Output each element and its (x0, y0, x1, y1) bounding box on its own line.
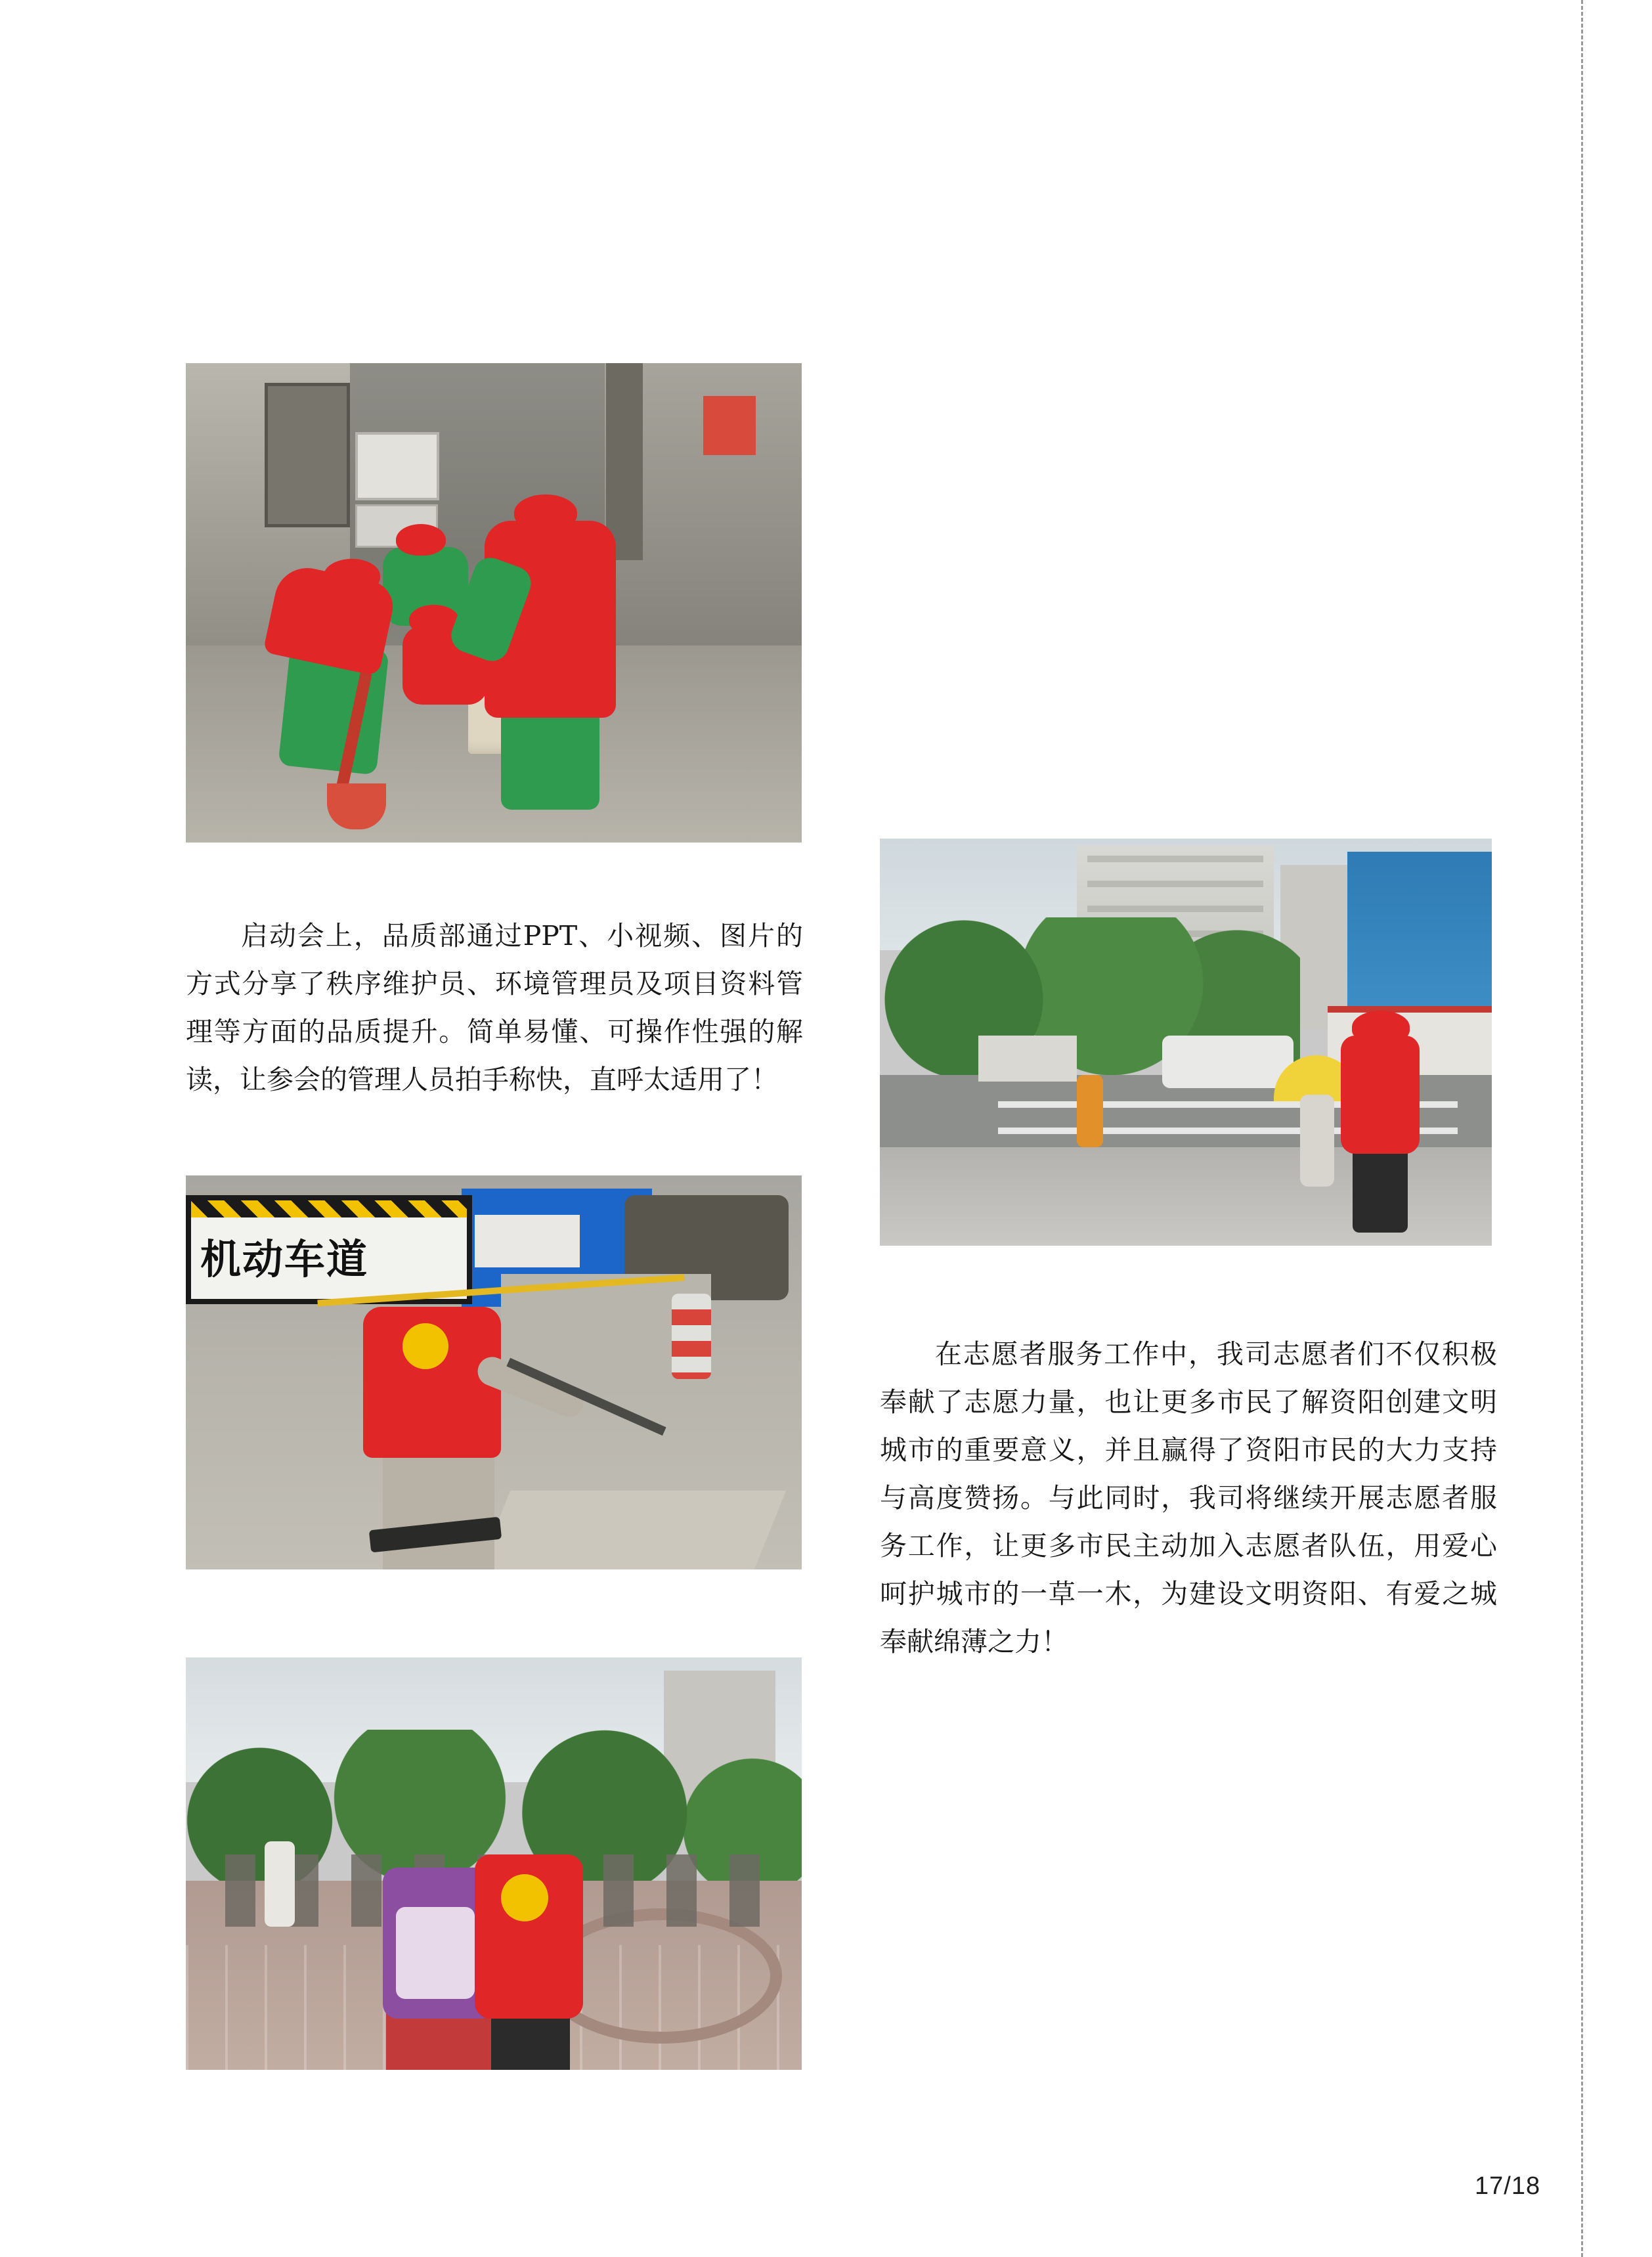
photo-crosswalk-volunteer (880, 839, 1492, 1246)
paragraph-launch-meeting-text: 启动会上，品质部通过PPT、小视频、图片的方式分享了秩序维护员、环境管理员及项目资料管理等方面的品质提升。简单易懂、可操作性强的解读，让参会的管理人员拍手称快，直呼太适用了！ (186, 920, 803, 1095)
paragraph-volunteer-service (880, 1330, 1497, 1666)
photo-plaza-volunteer (186, 1657, 802, 2070)
photo-cleanup-crew (186, 363, 802, 843)
page-guide-line (1581, 0, 1583, 2257)
photo-sweeping-volunteer (186, 1175, 802, 1569)
paragraph-launch-meeting (186, 912, 803, 1104)
page-number: 17/18 (1475, 2172, 1541, 2200)
paragraph-volunteer-service-text: 在志愿者服务工作中，我司志愿者们不仅积极奉献了志愿力量，也让更多市民了解资阳创建文明城市的重要意义，并且赢得了资阳市民的大力支持与高度赞扬。与此同时，我司将继续开展志愿者服务工作，让更多市民主动加入志愿者队伍，用爱心呵护城市的一草一木，为建设文明资阳、有爱之城奉献绵薄之力！ (880, 1338, 1497, 1657)
road-sign-label: 机动车道 (200, 1237, 369, 1282)
